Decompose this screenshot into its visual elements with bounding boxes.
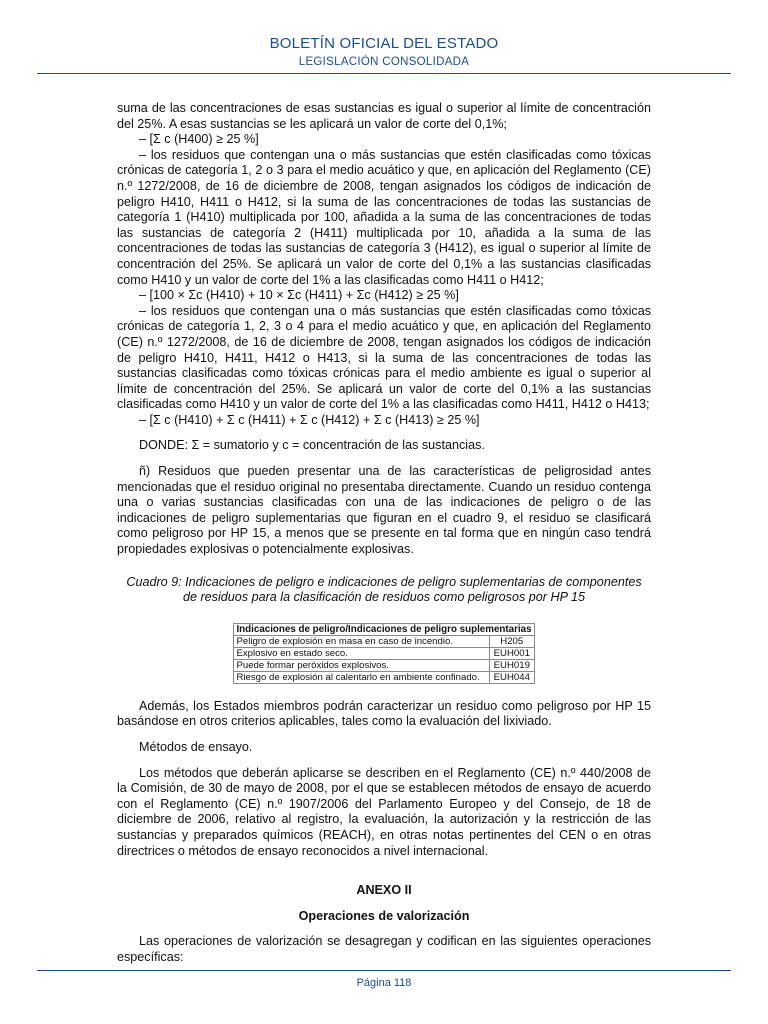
caption-line: Cuadro 9: Indicaciones de peligro e indicaciones de peligro suplementarias de componentes (126, 574, 642, 589)
table-row (234, 647, 534, 659)
header-title: BOLETÍN OFICIAL DEL ESTADO (269, 35, 499, 52)
table-caption (117, 575, 651, 606)
hazard-code: EUH001 (490, 647, 535, 659)
paragraph: – los residuos que contengan una o más sustancias que estén clasificadas como tóxicas crónicas de categoría 1, 2, 3 o 4 para el medio acuático y que, en aplicación del Reglamento (CE) n.º 1272/2008, de 16 de diciembre de 2008, tengan asignados los códigos de indicación de peligro H410, H411, H412 o H413, si la suma de las concentraciones de todas las sustancias clasificadas como tóxicas crónicas para el medio ambiente es igual o superior al límite de concentración del 25%. Se aplicará un valor de corte del 0,1% a las sustancias clasificadas como H410 y un valor de corte del 1% a las clasificadas como H411, H412 o H413; (117, 303, 651, 412)
table-row (234, 659, 534, 671)
annex-subtitle: Operaciones de valorización (298, 908, 470, 923)
paragraph: – los residuos que contengan una o más sustancias que estén clasificadas como tóxicas crónicas de categoría 1, 2 o 3 para el medio acuático y que, en aplicación del Reglamento (CE) n.º 1272/2008, de 16 de diciembre de 2008, tengan asignados los códigos de indicación de peligro H410, H411 o H412, si la suma de las concentraciones de todas las sustancias de categoría 1 (H410) multiplicada por 100, añadida a la suma de las concentraciones de todas las sustancias de categoría 2 (H411) multiplicada por 10, añadida a la suma de las concentraciones de todas las sustancias de categoría 3 (H412), es igual o superior al límite de concentración del 25%. Se aplicará un valor de corte del 0,1% a las sustancias clasificadas como H410 y un valor de corte del 1% a las clasificadas como H411 o H412; (117, 147, 651, 287)
header-rule (37, 73, 731, 74)
formula: – [Σ c (H400) ≥ 25 %] (139, 132, 259, 147)
table-row (234, 671, 534, 683)
hazard-description: Puede formar peróxidos explosivos. (234, 659, 490, 671)
footer-rule (37, 970, 731, 971)
hazard-code: EUH019 (490, 659, 535, 671)
paragraph: Las operaciones de valorización se desagregan y codifican en las siguientes operaciones específicas: (117, 934, 651, 964)
table-header-row (234, 623, 534, 635)
hazard-description: Explosivo en estado seco. (234, 647, 490, 659)
table-row (234, 635, 534, 647)
paragraph: ñ) Residuos que pueden presentar una de las características de peligrosidad antes mencionadas que el residuo original no presentaba directamente. Cuando un residuo contenga una o varias sustancias clasificadas con una de las indicaciones de peligro o de las indicaciones de peligro suplementarias que figuran en el cuadro 9, el residuo se clasificará como peligroso por HP 15, a menos que se presente en tal forma que en ningún caso tendrá propiedades explosivas o potencialmente explosivas. (117, 464, 651, 557)
paragraph: Además, los Estados miembros podrán caracterizar un residuo como peligroso por HP 15 basándose en otros criterios aplicables, tales como la evaluación del lixiviado. (117, 698, 651, 729)
hazard-code: EUH044 (490, 671, 535, 683)
hazard-code: H205 (490, 635, 535, 647)
page-number: Página 118 (356, 977, 412, 989)
document-header (0, 34, 768, 70)
definition-note: DONDE: Σ = sumatorio y c = concentración de las sustancias. (139, 438, 485, 453)
hazard-table (233, 623, 534, 684)
hazard-description: Peligro de explosión en masa en caso de incendio. (234, 635, 490, 647)
hazard-table-wrapper (117, 623, 651, 684)
hazard-description: Riesgo de explosión al calentarlo en ambiente confinado. (234, 671, 490, 683)
annex-title: ANEXO II (356, 883, 412, 898)
paragraph: suma de las concentraciones de esas sustancias es igual o superior al límite de concentración del 25%. A esas sustancias se les aplicará un valor de corte del 0,1%; (117, 101, 651, 131)
formula: – [Σ c (H410) + Σ c (H411) + Σ c (H412) + Σ c (H413) ≥ 25 %] (139, 412, 480, 427)
document-body (117, 101, 651, 966)
formula: – [100 × Σc (H410) + 10 × Σc (H411) + Σc (H412) ≥ 25 %] (139, 288, 459, 303)
table-header: Indicaciones de peligro/Indicaciones de peligro suplementarias (234, 623, 534, 635)
caption-line: de residuos para la clasificación de residuos como peligrosos por HP 15 (182, 590, 586, 605)
paragraph: Los métodos que deberán aplicarse se describen en el Reglamento (CE) n.º 440/2008 de la Comisión, de 30 de mayo de 2008, por el que se establecen métodos de ensayo de acuerdo con el Reglamento (CE) n.º 1907/2006 del Parlamento Europeo y del Consejo, de 18 de diciembre de 2006, relativo al registro, la evaluación, la autorización y la restricción de las sustancias y preparados químicos (REACH), en otras notas pertinentes del CEN o en otras directrices o métodos de ensayo reconocidos a nivel internacional. (117, 765, 651, 858)
paragraph: Métodos de ensayo. (139, 740, 253, 754)
header-subtitle: LEGISLACIÓN CONSOLIDADA (298, 56, 470, 68)
